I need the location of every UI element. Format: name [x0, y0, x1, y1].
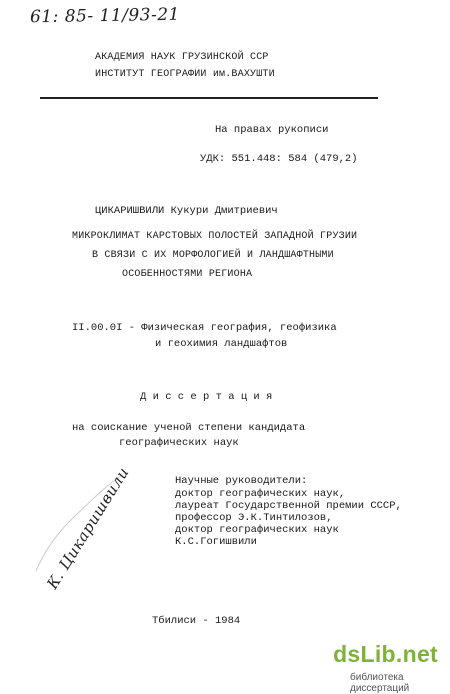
dslib-logo: dsLib.net [333, 641, 438, 667]
supervisor-line-2: доктор географических наук, [175, 488, 346, 500]
rights-note: На правах рукописи [215, 124, 329, 136]
institute-name: ИНСТИТУТ ГЕОГРАФИИ им.ВАХУШТИ [95, 69, 275, 80]
udk-code: УДК: 551.448: 584 (479,2) [200, 153, 358, 165]
title-line-2: В СВЯЗИ С ИХ МОРФОЛОГИЕЙ И ЛАНДШАФТНЫМИ [92, 250, 334, 261]
dslib-watermark [333, 641, 450, 694]
place-year: Тбилиси - 1984 [152, 615, 241, 627]
supervisor-line-3: лауреат Государственной премии СССР, [175, 500, 402, 512]
title-line-1: МИКРОКЛИМАТ КАРСТОВЫХ ПОЛОСТЕЙ ЗАПАДНОЙ ГРУЗИИ [72, 231, 358, 242]
title-line-3: ОСОБЕННОСТЯМИ РЕГИОНА [122, 269, 253, 280]
supervisor-line-5: доктор географических наук [175, 524, 339, 536]
supervisors-heading: Научные руководители: [175, 475, 308, 487]
supervisor-line-6: К.С.Гогишвили [175, 536, 257, 548]
header-divider [40, 97, 378, 99]
supervisor-line-4: профессор Э.К.Тинтилозов, [175, 512, 333, 524]
author-name: ЦИКАРИШВИЛИ Кукури Дмитриевич [95, 205, 278, 217]
handwritten-archive-code: 61: 85- 11/93-21 [29, 4, 181, 28]
dslib-tagline: библиотека диссертаций [350, 672, 410, 694]
specialty-line-1: II.00.0I - Физическая география, геофизика [72, 322, 337, 334]
academy-name: АКАДЕМИЯ НАУК ГРУЗИНСКОЙ ССР [95, 52, 269, 63]
document-type: Д и с с е р т а ц и я [140, 391, 273, 403]
specialty-line-2: и геохимия ландшафтов [155, 338, 288, 350]
handwritten-margin-note: К. Цикаришвили [26, 467, 130, 583]
degree-line-2: географических наук [119, 437, 239, 449]
degree-line-1: на соискание ученой степени кандидата [72, 422, 306, 434]
